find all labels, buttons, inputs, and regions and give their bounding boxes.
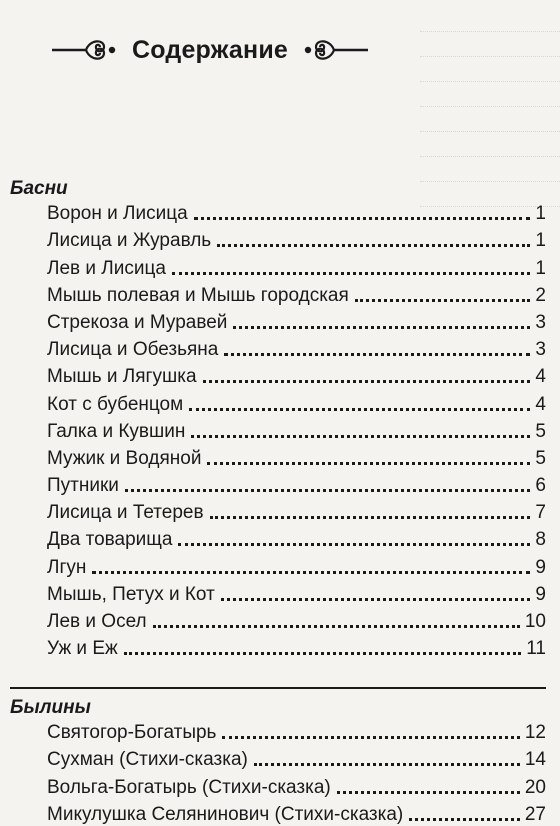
dot-leader (172, 272, 530, 275)
toc-entry[interactable] (47, 361, 546, 388)
entry-title: Ворон и Лисица (47, 203, 188, 225)
entry-title: Лисица и Обезьяна (47, 339, 219, 361)
entry-page-number: 4 (535, 366, 546, 388)
entry-page-number: 9 (535, 556, 546, 578)
toc-entry[interactable] (47, 280, 546, 307)
entry-title: Мужик и Водяной (47, 447, 202, 469)
dot-leader (222, 736, 519, 739)
dot-leader (337, 791, 520, 794)
dot-leader (224, 353, 530, 356)
dot-leader (124, 652, 522, 655)
toc-entry[interactable] (47, 799, 546, 826)
left-flourish-ornament (50, 35, 120, 65)
bleed-through-line (420, 170, 560, 182)
section-heading-byliny: Былины (10, 697, 91, 718)
entry-page-number: 7 (535, 502, 546, 524)
toc-entry[interactable] (47, 225, 546, 252)
entry-page-number: 12 (524, 722, 546, 744)
entry-title: Микулушка Селянинович (Стихи-сказка) (47, 803, 404, 825)
entry-page-number: 11 (526, 638, 546, 660)
right-flourish-ornament (300, 35, 370, 65)
entry-title: Галка и Кувшин (47, 420, 186, 442)
entry-title: Кот с бубенцом (47, 393, 184, 415)
entry-page-number: 1 (535, 230, 546, 252)
toc-entry[interactable] (47, 443, 546, 470)
dot-leader (125, 489, 531, 492)
dot-leader (207, 462, 530, 465)
entry-title: Лисица и Журавль (47, 230, 212, 252)
entry-title: Сухман (Стихи-сказка) (47, 749, 248, 771)
entry-page-number: 14 (524, 749, 546, 771)
toc-entry[interactable] (47, 771, 546, 798)
entry-page-number: 20 (524, 776, 546, 798)
fables-entry-list (47, 198, 546, 660)
entry-page-number: 27 (524, 803, 546, 825)
bleed-through-line (420, 45, 560, 57)
dot-leader (210, 516, 531, 519)
entry-title: Мышь, Петух и Кот (47, 583, 215, 605)
dot-leader (194, 217, 531, 220)
dot-leader (203, 380, 531, 383)
entry-title: Путники (47, 475, 119, 497)
entry-page-number: 5 (535, 447, 546, 469)
bleed-through-line (420, 20, 560, 32)
entry-page-number: 5 (535, 420, 546, 442)
entry-title: Вольга-Богатырь (Стихи-сказка) (47, 776, 331, 798)
dot-leader (178, 543, 530, 546)
entry-title: Лев и Осел (47, 611, 147, 632)
entry-page-number: 8 (535, 529, 546, 551)
bleed-through-line (420, 145, 560, 157)
entry-page-number: 1 (535, 203, 546, 225)
toc-entry[interactable] (47, 497, 546, 524)
entry-title: Лев и Лисица (47, 257, 166, 279)
dot-leader (233, 326, 530, 329)
toc-entry[interactable] (47, 551, 546, 578)
dot-leader (355, 299, 531, 302)
entry-title: Святогор-Богатырь (47, 722, 217, 744)
toc-entry[interactable] (47, 334, 546, 361)
toc-entry[interactable] (47, 307, 546, 334)
bleed-through-line (420, 95, 560, 107)
entry-page-number: 2 (535, 284, 546, 306)
bleed-through-line (420, 70, 560, 82)
toc-entry[interactable] (47, 252, 546, 279)
entry-page-number: 1 (535, 257, 546, 279)
dot-leader (92, 571, 530, 574)
toc-entry[interactable] (47, 606, 546, 633)
entry-page-number: 3 (535, 311, 546, 333)
byliny-entry-list (47, 717, 546, 826)
page-title: Содержание (131, 35, 289, 64)
entry-title: Лисица и Тетерев (47, 502, 204, 524)
entry-title: Мышь и Лягушка (47, 366, 197, 388)
toc-entry[interactable] (47, 744, 546, 771)
toc-entry[interactable] (47, 579, 546, 606)
entry-page-number: 6 (535, 475, 546, 497)
entry-title: Мышь полевая и Мышь городская (47, 284, 349, 306)
dot-leader (409, 818, 520, 821)
entry-page-number: 3 (535, 339, 546, 361)
bleed-through-line (420, 120, 560, 132)
entry-title: Лгун (47, 556, 87, 578)
dot-leader (189, 408, 530, 411)
toc-entry[interactable] (47, 416, 546, 443)
entry-title: Уж и Еж (47, 638, 118, 660)
dot-leader (221, 598, 531, 601)
dot-leader (217, 244, 530, 247)
toc-entry[interactable] (47, 633, 546, 660)
entry-title: Два товарища (47, 529, 173, 551)
entry-page-number: 4 (535, 393, 546, 415)
toc-entry[interactable] (47, 524, 546, 551)
dot-leader (153, 625, 520, 628)
contents-header (0, 26, 420, 74)
toc-entry[interactable] (47, 470, 546, 497)
section-heading-fables: Басни (10, 178, 68, 199)
section-divider (10, 687, 546, 689)
entry-title: Стрекоза и Муравей (47, 311, 228, 333)
toc-entry[interactable] (47, 717, 546, 744)
entry-page-number: 10 (524, 611, 546, 632)
toc-entry[interactable] (47, 198, 546, 225)
toc-entry[interactable] (47, 388, 546, 415)
dot-leader (191, 435, 530, 438)
entry-page-number: 9 (535, 583, 546, 605)
dot-leader (254, 763, 520, 766)
